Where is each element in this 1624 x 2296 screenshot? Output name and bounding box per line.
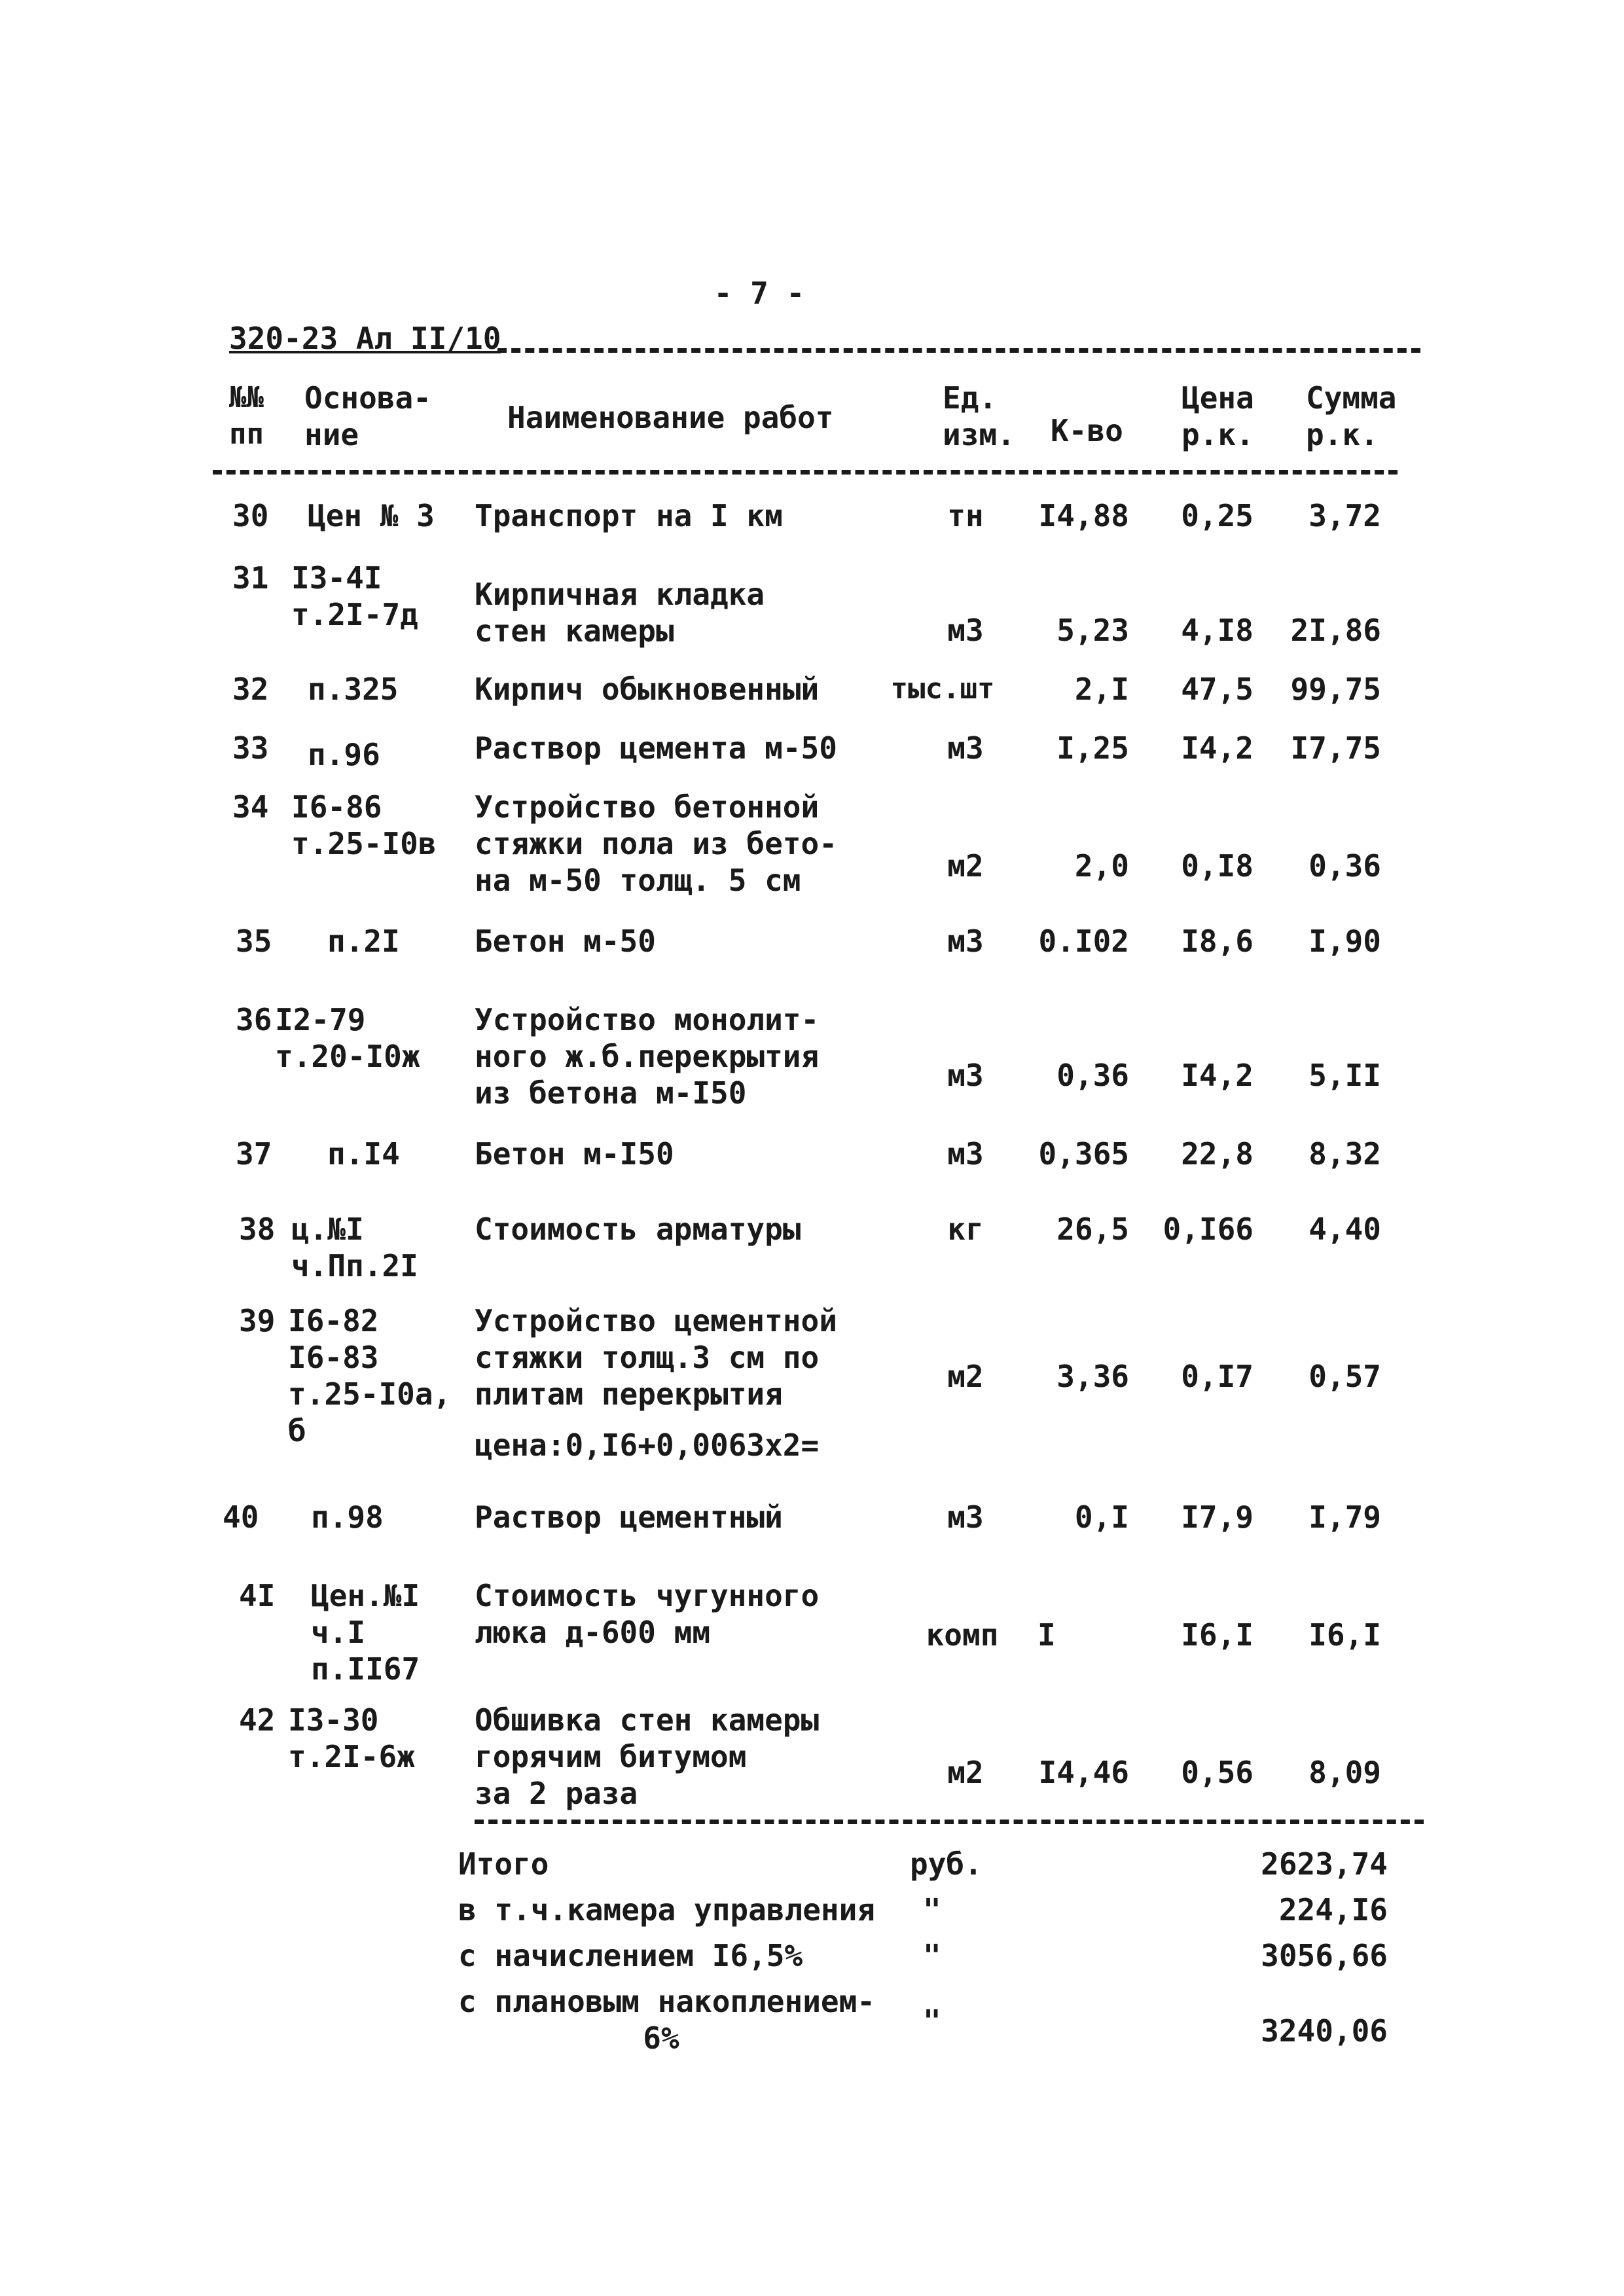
row-price: 0,25 (1181, 498, 1254, 533)
header-qty: К-во (1051, 413, 1123, 448)
totals-unit: " (923, 1938, 941, 1973)
row-qty: 0.I02 (1038, 924, 1129, 959)
row-basis: п.I4 (327, 1136, 400, 1172)
row-unit: м3 (947, 1499, 984, 1535)
column-header-divider (213, 470, 1398, 475)
row-sum: I,79 (1308, 1499, 1381, 1535)
row-qty: I,25 (1056, 730, 1129, 766)
row-basis: I2-79 т.20-I0ж (275, 1002, 420, 1074)
row-num: 34 (232, 789, 269, 825)
header-unit: Ед. изм. (943, 380, 1015, 452)
row-basis: п.96 (308, 737, 380, 772)
row-price: I6,I (1181, 1617, 1254, 1653)
row-qty: 26,5 (1056, 1211, 1129, 1247)
page-number: - 7 - (713, 276, 805, 311)
totals-value: 224,I6 (1278, 1892, 1388, 1928)
row-price: 0,I7 (1181, 1359, 1254, 1394)
row-qty: 0,365 (1038, 1136, 1129, 1172)
totals-unit: руб. (910, 1846, 983, 1882)
header-num: №№ пп (229, 381, 264, 451)
row-price-note: цена:0,I6+0,0063х2= (475, 1427, 820, 1463)
row-price: I7,9 (1181, 1499, 1254, 1535)
row-num: 33 (232, 730, 269, 766)
row-num: 31 (232, 560, 269, 596)
row-num: 30 (232, 498, 269, 533)
row-num: 39 (239, 1303, 276, 1338)
row-name: Устройство монолит- ного ж.б.перекрытия из бетона м-I50 (475, 1002, 820, 1111)
row-price: 4,I8 (1181, 613, 1254, 648)
row-basis: I3-30 т.2I-6ж (288, 1702, 415, 1774)
row-basis: Цен № 3 (308, 498, 435, 533)
row-name: Раствор цемента м-50 (475, 730, 837, 766)
totals-label: с плановым накоплением- 6% (458, 1984, 875, 2056)
row-name: Кирпич обыкновенный (475, 672, 820, 707)
row-name: Раствор цементный (475, 1499, 783, 1535)
row-num: 40 (223, 1499, 259, 1535)
row-basis: п.2I (327, 924, 400, 959)
row-unit: м2 (947, 1755, 984, 1790)
row-num: 42 (239, 1702, 276, 1738)
totals-unit: " (923, 1892, 941, 1928)
row-sum: I6,I (1308, 1617, 1381, 1653)
row-qty: I4,46 (1038, 1755, 1129, 1790)
totals-label: Итого (458, 1846, 549, 1882)
row-sum: 99,75 (1290, 672, 1381, 707)
row-qty: 2,I (1074, 672, 1129, 707)
totals-value: 2623,74 (1261, 1846, 1388, 1882)
totals-divider (475, 1820, 1424, 1824)
row-unit: м2 (947, 848, 984, 884)
row-sum: 0,57 (1308, 1359, 1381, 1394)
row-unit: м3 (947, 924, 984, 959)
row-name: Обшивка стен камеры горячим битумом за 2 раза (475, 1702, 820, 1811)
row-qty: 2,0 (1074, 848, 1129, 884)
row-name: Устройство бетонной стяжки пола из бето- на м-50 толщ. 5 см (475, 789, 837, 898)
row-unit: м3 (947, 1058, 984, 1093)
header-name: Наименование работ (507, 400, 834, 435)
row-qty: 5,23 (1056, 613, 1129, 648)
row-num: 32 (232, 672, 269, 707)
totals-label: в т.ч.камера управления (458, 1892, 875, 1928)
row-unit: комп (926, 1617, 999, 1653)
row-price: 0,I8 (1181, 848, 1254, 884)
row-basis: п.325 (308, 672, 399, 707)
header-divider (497, 348, 1420, 353)
row-sum: 5,II (1308, 1058, 1381, 1093)
row-name: Бетон м-I50 (475, 1136, 674, 1172)
row-unit: м3 (947, 1136, 984, 1172)
row-unit: тыс.шт (890, 672, 995, 706)
row-sum: 4,40 (1308, 1211, 1381, 1247)
row-sum: 2I,86 (1290, 613, 1381, 648)
row-price: 22,8 (1181, 1136, 1254, 1172)
row-basis: I3-4I т.2I-7д (291, 560, 418, 632)
row-name: Транспорт на I км (475, 498, 783, 533)
row-name: Кирпичная кладка стен камеры (475, 577, 765, 649)
row-num: 38 (239, 1211, 276, 1247)
document-code: 320-23 Ал II/10 (229, 321, 501, 356)
totals-value: 3240,06 (1261, 2013, 1388, 2049)
row-qty: 0,I (1074, 1499, 1129, 1535)
row-sum: 3,72 (1308, 498, 1381, 533)
row-sum: 8,32 (1308, 1136, 1381, 1172)
row-qty: I (1038, 1617, 1056, 1653)
header-basis: Основа- ние (304, 380, 431, 452)
row-price: I4,2 (1181, 730, 1254, 766)
row-unit: тн (947, 498, 984, 533)
row-name: Стоимость чугунного люка д-600 мм (475, 1578, 820, 1650)
row-sum: I,90 (1308, 924, 1381, 959)
row-price: 0,56 (1181, 1755, 1254, 1790)
row-basis: I6-82 I6-83 т.25-I0а, б (288, 1303, 452, 1448)
row-num: 35 (236, 924, 272, 959)
row-price: I4,2 (1181, 1058, 1254, 1093)
row-qty: 0,36 (1056, 1058, 1129, 1093)
row-basis: ц.№I ч.Пп.2I (291, 1211, 418, 1283)
totals-unit: " (923, 2003, 941, 2039)
row-num: 4I (239, 1578, 276, 1613)
row-name: Бетон м-50 (475, 924, 656, 959)
row-name: Стоимость арматуры (475, 1211, 801, 1247)
row-price: 47,5 (1181, 672, 1254, 707)
row-basis: I6-86 т.25-I0в (291, 789, 437, 861)
row-sum: 0,36 (1308, 848, 1381, 884)
row-unit: м2 (947, 1359, 984, 1394)
row-basis: п.98 (311, 1499, 384, 1535)
row-qty: I4,88 (1038, 498, 1129, 533)
totals-value: 3056,66 (1261, 1938, 1388, 1973)
row-qty: 3,36 (1056, 1359, 1129, 1394)
row-sum: I7,75 (1290, 730, 1381, 766)
header-price: Цена р.к. (1182, 380, 1254, 452)
row-name: Устройство цементной стяжки толщ.3 см по плитам перекрытия (475, 1303, 837, 1412)
row-unit: м3 (947, 613, 984, 648)
totals-label: с начислением I6,5% (458, 1938, 803, 1973)
row-unit: кг (947, 1211, 984, 1247)
row-num: 37 (236, 1136, 272, 1172)
row-price: 0,I66 (1163, 1211, 1254, 1247)
header-sum: Сумма р.к. (1306, 380, 1397, 452)
row-basis: Цен.№I ч.I п.II67 (311, 1578, 420, 1687)
row-price: I8,6 (1181, 924, 1254, 959)
row-unit: м3 (947, 730, 984, 766)
row-num: 36 (236, 1002, 272, 1037)
row-sum: 8,09 (1308, 1755, 1381, 1790)
